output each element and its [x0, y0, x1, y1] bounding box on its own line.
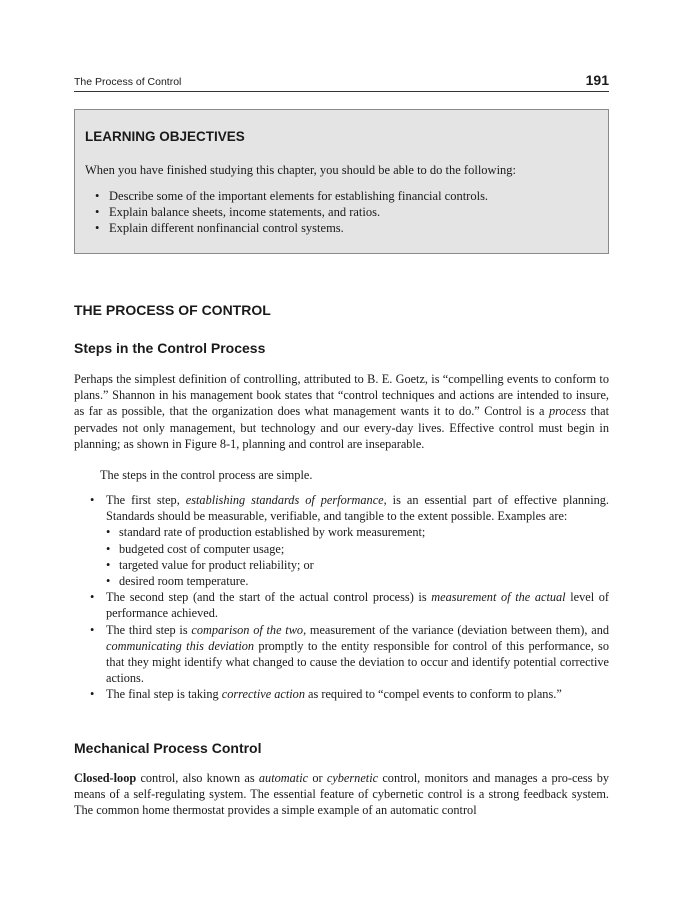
steps-list — [88, 492, 609, 703]
step-item-3: • The third step is comparison of the two, measurement of the variance (deviation between them), and communicating this deviation promptly to the entity responsible for control of this performance, so that they might identify what changed to cause the deviation to occur and identify potential corrective actions. — [88, 622, 609, 687]
step-item-1: • The first step, establishing standards of performance, is an essential part of effective planning. Standards should be measurable, verifiable, and tangible to the extent possible. Examples are: • standard rate of production established by work measurement; • budgeted cost of computer usage; • targeted value for product reliability; or • desired room temperature. — [88, 492, 609, 589]
examples-list — [106, 524, 609, 589]
step-item-2: • The second step (and the start of the actual control process) is measurement of the actual level of performance achieved. — [88, 589, 609, 621]
steps-heading: Steps in the Control Process — [74, 340, 266, 356]
running-header-title: The Process of Control — [74, 76, 182, 88]
learning-objectives-title: LEARNING OBJECTIVES — [85, 129, 245, 144]
objective-item: • Explain different nonfinancial control systems. — [95, 220, 488, 236]
running-header — [74, 72, 609, 92]
step-item-4: • The final step is taking corrective action as required to “compel events to conform to plans.” — [88, 686, 609, 702]
example-item: • desired room temperature. — [106, 573, 609, 589]
example-item: • budgeted cost of computer usage; — [106, 541, 609, 557]
objective-item: • Explain balance sheets, income statements, and ratios. — [95, 204, 488, 220]
mechanical-heading: Mechanical Process Control — [74, 740, 262, 756]
learning-objectives-list — [95, 188, 488, 236]
example-item: • standard rate of production established by work measurement; — [106, 524, 609, 540]
mechanical-paragraph: Closed-loop control, also known as automatic or cybernetic control, monitors and manages a pro-cess by means of a self-regulating system. The essential feature of cybernetic control is a strong feedback system. The common home thermostat provides a simple example of an automatic control — [74, 771, 609, 818]
learning-objectives-box — [74, 109, 609, 254]
page-number: 191 — [585, 72, 609, 88]
section-title: THE PROCESS OF CONTROL — [74, 302, 271, 318]
steps-paragraph-1: Perhaps the simplest definition of controlling, attributed to B. E. Goetz, is “compelling events to conform to plans.” Shannon in his management book states that “control techniques and actions are intended to insure, as far as possible, that the organization does what management wants it to do.” Control is a process that pervades not only management, but technology and our every-day lives. Effective control must begin in planning; as shown in Figure 8-1, planning and control are inseparable. — [74, 372, 609, 451]
steps-paragraph-2: The steps in the control process are simple. — [100, 468, 313, 482]
learning-objectives-intro: When you have finished studying this chapter, you should be able to do the following: — [85, 163, 517, 177]
example-item: • targeted value for product reliability; or — [106, 557, 609, 573]
objective-item: • Describe some of the important elements for establishing financial controls. — [95, 188, 488, 204]
